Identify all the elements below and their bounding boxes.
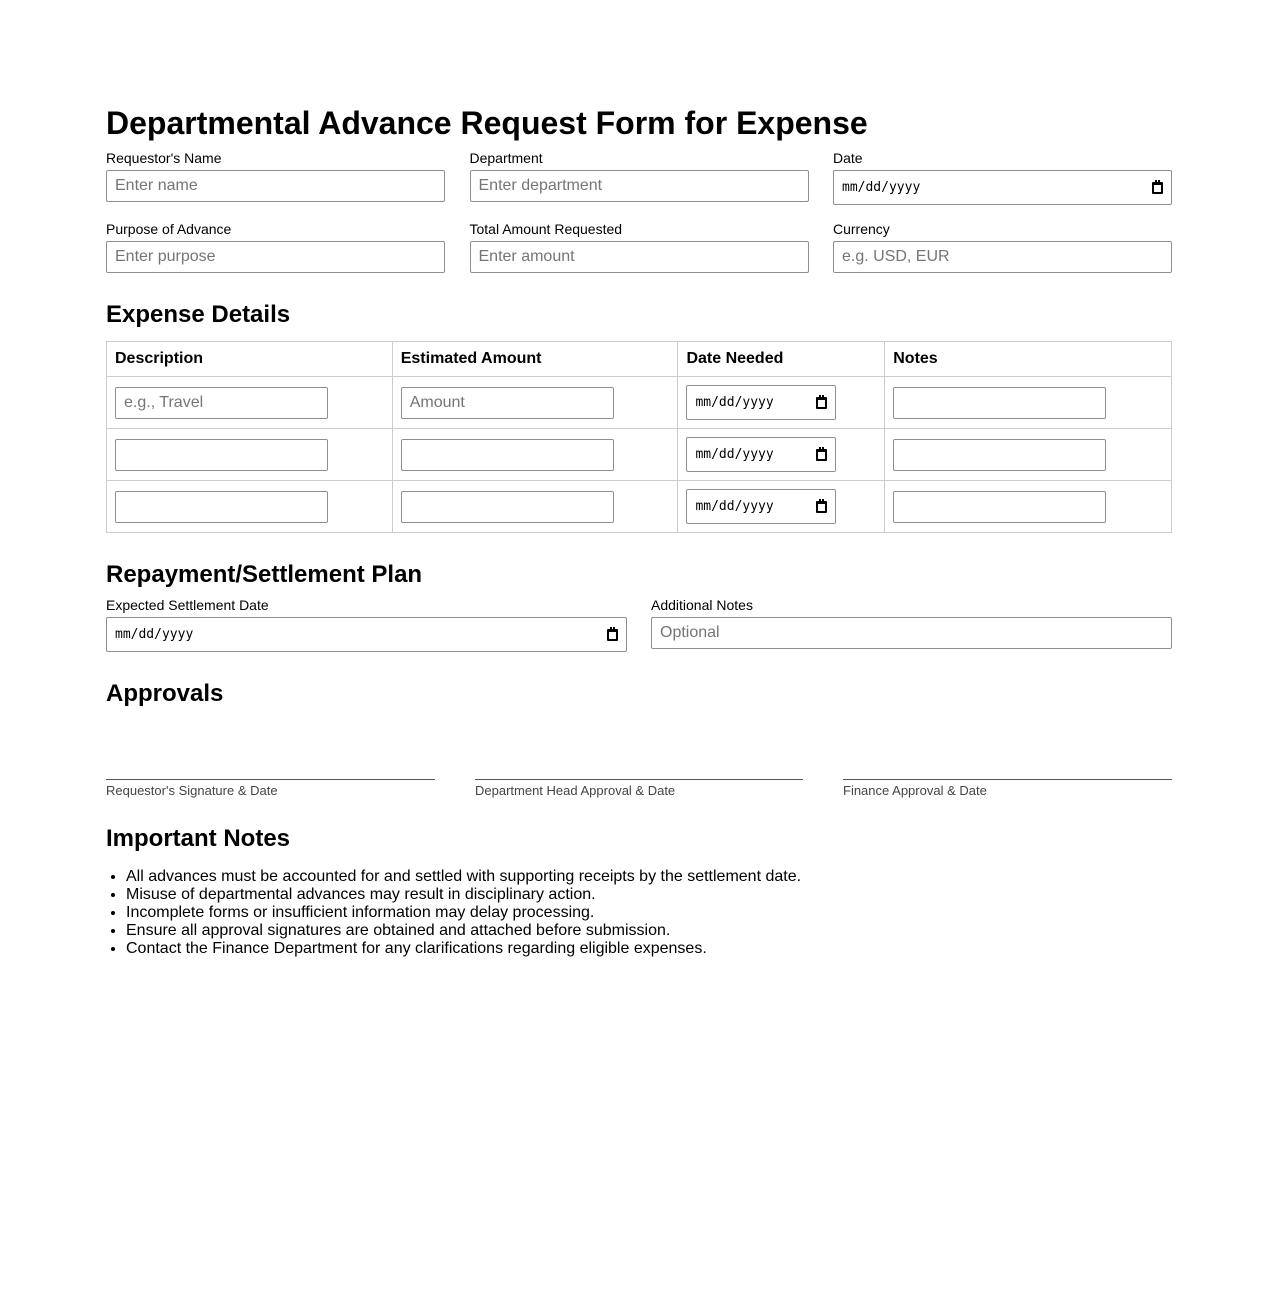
expense-details-heading: Expense Details [106, 301, 291, 328]
finance-signature-label: Finance Approval & Date [843, 783, 987, 798]
amount-cell [392, 481, 678, 533]
total-amount-input[interactable] [470, 241, 809, 273]
date-needed-cell [678, 429, 885, 481]
department-group [470, 150, 809, 205]
amount-input[interactable] [401, 491, 614, 523]
date-needed-value: mm/dd/yyyy [695, 395, 774, 410]
description-input[interactable] [115, 387, 328, 419]
expected-settlement-group [106, 597, 627, 652]
additional-notes-input[interactable] [651, 617, 1172, 649]
list-item: • All advances must be accounted for and settled with supporting receipts by the settlement date. [126, 868, 801, 886]
table-row [107, 429, 1172, 481]
expense-details-table [106, 341, 1172, 533]
expected-settlement-date-value: mm/dd/yyyy [115, 627, 194, 642]
form-row-1 [106, 150, 1172, 205]
requestor-name-input[interactable] [106, 170, 445, 202]
notes-input[interactable] [893, 439, 1106, 471]
currency-input[interactable] [833, 241, 1172, 273]
date-needed-input[interactable] [686, 385, 836, 420]
approvals-heading: Approvals [106, 680, 224, 707]
table-row [107, 481, 1172, 533]
date-needed-input[interactable] [686, 437, 836, 472]
header-notes: Notes [885, 342, 1172, 377]
date-needed-cell [678, 481, 885, 533]
amount-input[interactable] [401, 387, 614, 419]
additional-notes-label: Additional Notes [651, 597, 753, 613]
description-input[interactable] [115, 491, 328, 523]
requestor-signature-label: Requestor's Signature & Date [106, 783, 278, 798]
signature-line [475, 779, 803, 780]
description-cell [107, 481, 393, 533]
calendar-icon[interactable] [816, 397, 827, 409]
notes-cell [885, 481, 1172, 533]
additional-notes-group [651, 597, 1172, 652]
form-row-2 [106, 221, 1172, 273]
page-title: Departmental Advance Request Form for Expense [106, 105, 868, 141]
amount-cell [392, 377, 678, 429]
signature-line [106, 779, 435, 780]
important-notes-heading: Important Notes [106, 825, 291, 852]
requestor-signature-block [106, 779, 435, 798]
notes-cell [885, 377, 1172, 429]
description-input[interactable] [115, 439, 328, 471]
total-amount-label: Total Amount Requested [469, 221, 623, 237]
description-cell [107, 429, 393, 481]
date-label: Date [833, 150, 863, 166]
total-amount-group [470, 221, 809, 273]
notes-cell [885, 429, 1172, 481]
department-label: Department [469, 150, 543, 166]
important-notes-list [106, 868, 801, 958]
signature-line [843, 779, 1172, 780]
purpose-input[interactable] [106, 241, 445, 273]
calendar-icon[interactable] [816, 501, 827, 513]
header-estimated-amount: Estimated Amount [392, 342, 678, 377]
date-needed-value: mm/dd/yyyy [695, 499, 774, 514]
description-cell [107, 377, 393, 429]
settlement-heading: Repayment/Settlement Plan [106, 561, 423, 588]
department-head-signature-block [475, 779, 803, 798]
finance-signature-block [843, 779, 1172, 798]
date-needed-input[interactable] [686, 489, 836, 524]
requestor-name-label: Requestor's Name [106, 150, 222, 166]
list-item: • Contact the Finance Department for any clarifications regarding eligible expenses. [126, 940, 801, 958]
table-row [107, 377, 1172, 429]
signature-row [106, 779, 1172, 798]
date-group [833, 150, 1172, 205]
amount-input[interactable] [401, 439, 614, 471]
date-input[interactable] [833, 170, 1172, 205]
list-item: • Incomplete forms or insufficient information may delay processing. [126, 904, 801, 922]
header-description: Description [107, 342, 393, 377]
notes-input[interactable] [893, 387, 1106, 419]
date-needed-value: mm/dd/yyyy [695, 447, 774, 462]
calendar-icon[interactable] [607, 629, 618, 641]
calendar-icon[interactable] [816, 449, 827, 461]
amount-cell [392, 429, 678, 481]
requestor-name-group [106, 150, 445, 205]
expected-settlement-label: Expected Settlement Date [106, 597, 269, 613]
date-input-value: mm/dd/yyyy [842, 180, 921, 195]
department-input[interactable] [470, 170, 809, 202]
purpose-label: Purpose of Advance [106, 221, 232, 237]
table-header-row [107, 342, 1172, 377]
list-item: • Misuse of departmental advances may result in disciplinary action. [126, 886, 801, 904]
form-page [106, 100, 1172, 957]
currency-group [833, 221, 1172, 273]
list-item: • Ensure all approval signatures are obtained and attached before submission. [126, 922, 801, 940]
department-head-signature-label: Department Head Approval & Date [475, 783, 676, 798]
settlement-row [106, 597, 1172, 652]
calendar-icon[interactable] [1152, 182, 1163, 194]
notes-input[interactable] [893, 491, 1106, 523]
date-needed-cell [678, 377, 885, 429]
purpose-group [106, 221, 445, 273]
currency-label: Currency [833, 221, 890, 237]
header-date-needed: Date Needed [678, 342, 885, 377]
expected-settlement-date-input[interactable] [106, 617, 627, 652]
